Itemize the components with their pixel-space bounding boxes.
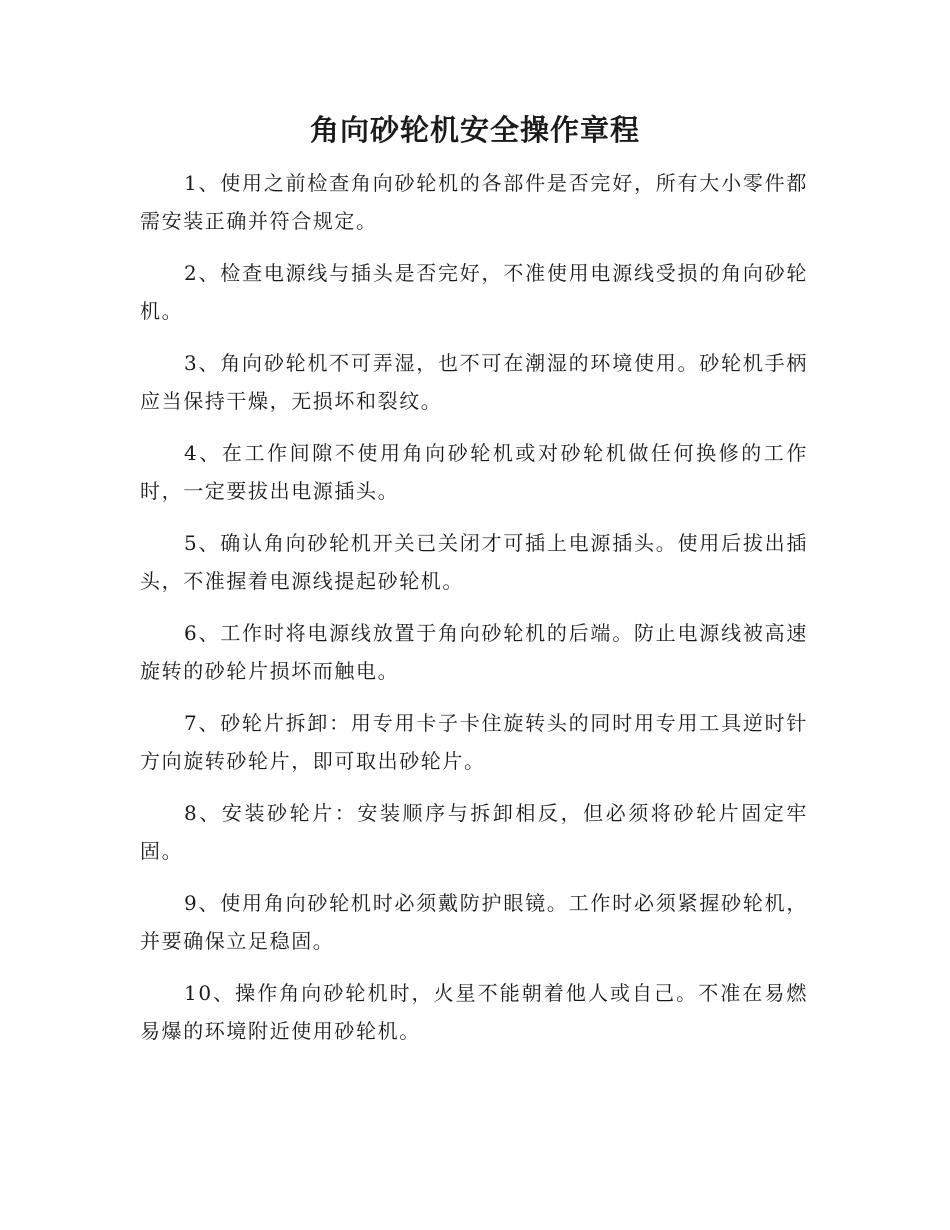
rule-item: 6、工作时将电源线放置于角向砂轮机的后端。防止电源线被高速旋转的砂轮片损坏而触电。 — [140, 621, 808, 683]
rule-item: 3、角向砂轮机不可弄湿，也不可在潮湿的环境使用。砂轮机手柄应当保持干燥，无损坏和裂纹。 — [140, 351, 808, 413]
document-title: 角向砂轮机安全操作章程 — [309, 113, 640, 147]
rule-item: 8、安装砂轮片：安装顺序与拆卸相反，但必须将砂轮片固定牢固。 — [140, 801, 808, 863]
rule-item: 4、在工作间隙不使用角向砂轮机或对砂轮机做任何换修的工作时，一定要拔出电源插头。 — [140, 441, 808, 503]
rule-item: 2、检查电源线与插头是否完好，不准使用电源线受损的角向砂轮机。 — [140, 261, 808, 323]
rule-item: 1、使用之前检查角向砂轮机的各部件是否完好，所有大小零件都需安装正确并符合规定。 — [140, 171, 808, 233]
rule-item: 7、砂轮片拆卸：用专用卡子卡住旋转头的同时用专用工具逆时针方向旋转砂轮片，即可取出砂轮片。 — [140, 711, 808, 773]
rule-item: 10、操作角向砂轮机时，火星不能朝着他人或自己。不准在易燃易爆的环境附近使用砂轮机。 — [140, 981, 808, 1043]
rule-item: 5、确认角向砂轮机开关已关闭才可插上电源插头。使用后拔出插头，不准握着电源线提起砂轮机。 — [140, 531, 808, 593]
rule-item: 9、使用角向砂轮机时必须戴防护眼镜。工作时必须紧握砂轮机，并要确保立足稳固。 — [140, 891, 808, 953]
rules-list — [140, 164, 808, 1064]
